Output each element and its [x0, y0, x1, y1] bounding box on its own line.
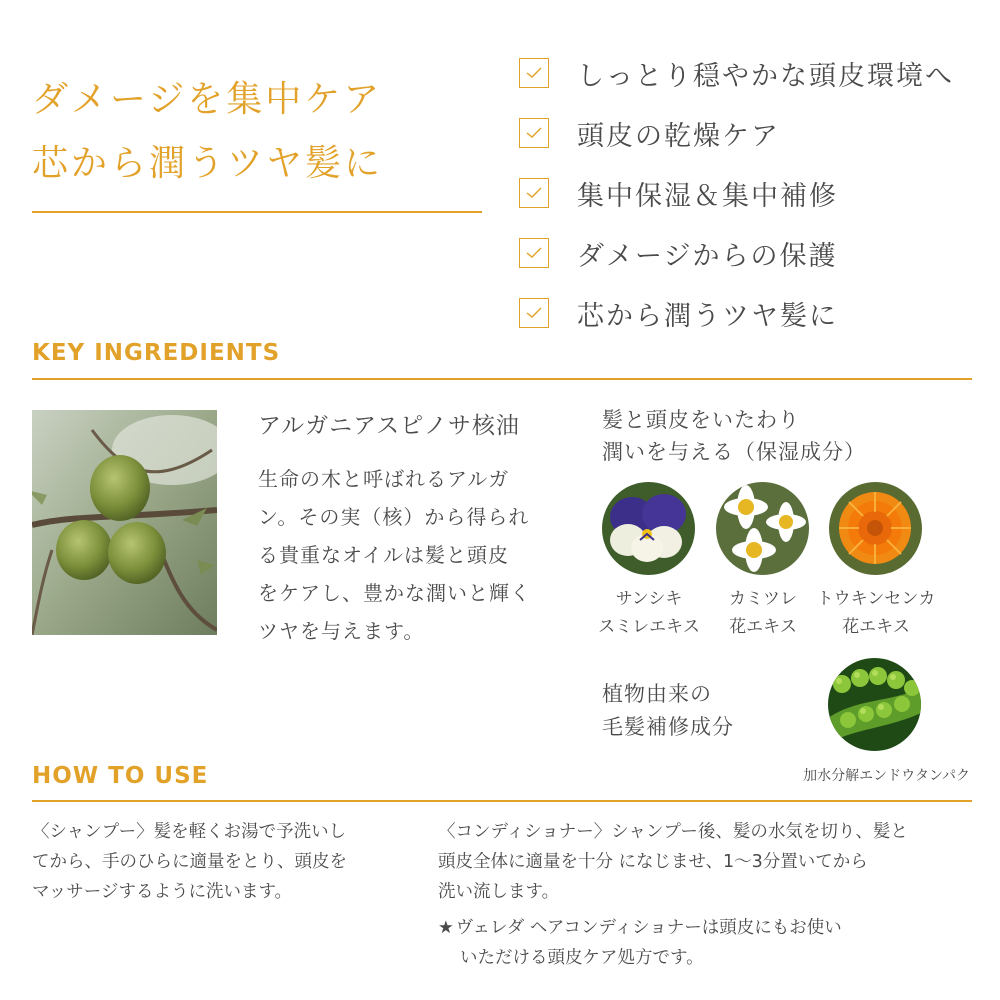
- headline: [32, 68, 482, 196]
- argan-oil-description: [258, 460, 558, 650]
- argan-fruit-photo: [32, 410, 217, 635]
- caption-line: スミレエキス: [598, 617, 700, 637]
- benefit-item: [517, 224, 987, 284]
- chamomile-photo: [716, 482, 809, 575]
- moisturizing-title-line: 髪と頭皮をいたわり: [602, 408, 800, 432]
- headline-line-1: ダメージを集中ケア: [32, 79, 383, 120]
- conditioner-instructions: [438, 817, 978, 907]
- argan-desc-line: ン。その実（核）から得られ: [258, 505, 530, 529]
- headline-line-2: 芯から潤うツヤ髪に: [32, 143, 384, 184]
- headline-divider: [32, 211, 482, 213]
- plant-title-line: 植物由来の: [602, 682, 712, 706]
- calendula-photo: [829, 482, 922, 575]
- chamomile-caption: [698, 585, 828, 641]
- pansy-caption: [584, 585, 714, 641]
- shampoo-instructions: [32, 817, 412, 907]
- check-icon: [519, 238, 549, 268]
- benefit-item: [517, 44, 987, 104]
- check-icon: [519, 178, 549, 208]
- moisturizing-title: [602, 404, 866, 468]
- conditioner-line: 洗い流します。: [438, 882, 560, 902]
- conditioner-line: 〈コンディショナー〉シャンプー後、髪の水気を切り、髪と: [438, 822, 908, 842]
- conditioner-line: 頭皮全体に適量を十分 になじませ、1〜3分置いてから: [438, 852, 868, 872]
- key-ingredients-title: KEY INGREDIENTS: [32, 340, 281, 366]
- star-icon: ★: [438, 918, 454, 938]
- caption-line: 花エキス: [842, 617, 910, 637]
- caption-line: 花エキス: [729, 617, 797, 637]
- benefit-label: 芯から潤うツヤ髪に: [577, 301, 838, 332]
- argan-desc-line: る貴重なオイルは髪と頭皮: [258, 543, 509, 567]
- check-icon: [519, 118, 549, 148]
- benefit-label: 頭皮の乾燥ケア: [577, 121, 780, 152]
- check-icon: [519, 58, 549, 88]
- argan-desc-line: をケアし、豊かな潤いと輝く: [258, 581, 531, 605]
- shampoo-line: 〈シャンプー〉髪を軽くお湯で予洗いし: [32, 822, 347, 842]
- pansy-photo: [602, 482, 695, 575]
- caption-line: トウキンセンカ: [816, 589, 936, 609]
- shampoo-line: マッサージするように洗います。: [32, 882, 293, 902]
- moisturizing-title-line: 潤いを与える（保湿成分）: [602, 440, 866, 464]
- note-line: ヴェレダ ヘアコンディショナーは頭皮にもお使い: [455, 918, 842, 938]
- pea-caption: 加水分解エンドウタンパク: [803, 768, 970, 784]
- calendula-caption: [811, 585, 941, 641]
- benefit-label: 集中保湿＆集中補修: [577, 181, 838, 212]
- caption-line: サンシキ: [615, 589, 683, 609]
- benefit-label: ダメージからの保護: [577, 241, 838, 272]
- conditioner-note: [438, 913, 842, 973]
- caption-line: カミツレ: [729, 589, 797, 609]
- benefit-label: しっとり穏やかな頭皮環境へ: [577, 61, 954, 92]
- plant-title-line: 毛髪補修成分: [602, 715, 734, 739]
- argan-oil-name: アルガニアスピノサ核油: [258, 413, 520, 439]
- how-to-use-title: HOW TO USE: [32, 763, 209, 789]
- note-line: いただける頭皮ケア処方です。: [460, 948, 704, 968]
- benefit-item: [517, 284, 987, 344]
- benefit-item: [517, 104, 987, 164]
- benefit-checklist: [517, 44, 987, 344]
- how-to-use-divider: [32, 800, 972, 802]
- benefit-item: [517, 164, 987, 224]
- argan-desc-line: 生命の木と呼ばれるアルガ: [258, 467, 510, 491]
- pea-photo: [828, 658, 921, 751]
- shampoo-line: てから、手のひらに適量をとり、頭皮を: [32, 852, 347, 872]
- key-ingredients-divider: [32, 378, 972, 380]
- argan-desc-line: ツヤを与えます。: [258, 619, 425, 643]
- plant-repair-title: [602, 678, 734, 744]
- check-icon: [519, 298, 549, 328]
